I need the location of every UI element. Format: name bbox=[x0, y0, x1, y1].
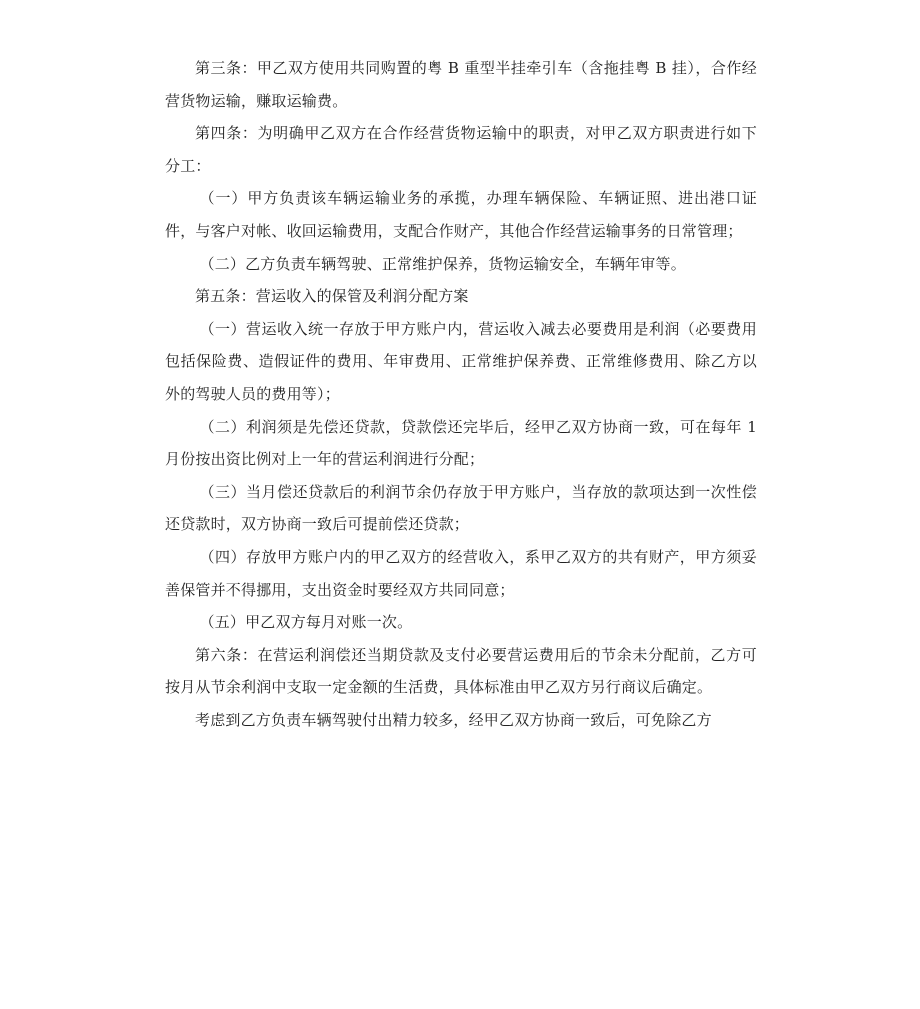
article-5-item-4: （四）存放甲方账户内的甲乙双方的经营收入，系甲乙双方的共有财产，甲方须妥善保管并不得挪用，支出资金时要经双方共同同意； bbox=[165, 547, 757, 599]
article-5-paragraph: 第五条：营运收入的保管及利润分配方案 bbox=[195, 287, 469, 306]
article-4-item-2: （二）乙方负责车辆驾驶、正常维护保养，货物运输安全，车辆年审等。 bbox=[199, 254, 686, 273]
document-body bbox=[165, 52, 757, 736]
article-6-paragraph: 第六条：在营运利润偿还当期贷款及支付必要营运费用后的节余未分配前，乙方可按月从节余利润中支取一定金额的生活费，具体标准由甲乙双方另行商议后确定。 bbox=[165, 645, 757, 697]
article-5-item-5: （五）甲乙双方每月对账一次。 bbox=[199, 613, 413, 632]
article-5-item-3: （三）当月偿还贷款后的利润节余仍存放于甲方账户，当存放的款项达到一次性偿还贷款时，双方协商一致后可提前偿还贷款； bbox=[165, 482, 757, 534]
article-5-item-2: （二）利润须是先偿还贷款，贷款偿还完毕后，经甲乙双方协商一致，可在每年 1 月份按出资比例对上一年的营运利润进行分配； bbox=[165, 417, 757, 469]
article-3-paragraph: 第三条：甲乙双方使用共同购置的粤 B 重型半挂牵引车（含拖挂粤 B 挂），合作经营货物运输，赚取运输费。 bbox=[165, 59, 757, 110]
article-5-item-1: （一）营运收入统一存放于甲方账户内，营运收入减去必要费用是利润（必要费用包括保险费、造假证件的费用、年审费用、正常维护保养费、正常维修费用、除乙方以外的驾驶人员的费用等）； bbox=[165, 319, 757, 403]
article-4-item-1: （一）甲方负责该车辆运输业务的承揽，办理车辆保险、车辆证照、进出港口证件，与客户对帐、收回运输费用，支配合作财产，其他合作经营运输事务的日常管理； bbox=[165, 189, 757, 240]
article-6-continuation: 考虑到乙方负责车辆驾驶付出精力较多，经甲乙双方协商一致后，可免除乙方 bbox=[195, 710, 712, 729]
article-4-paragraph: 第四条：为明确甲乙双方在合作经营货物运输中的职责，对甲乙双方职责进行如下分工： bbox=[165, 124, 757, 175]
